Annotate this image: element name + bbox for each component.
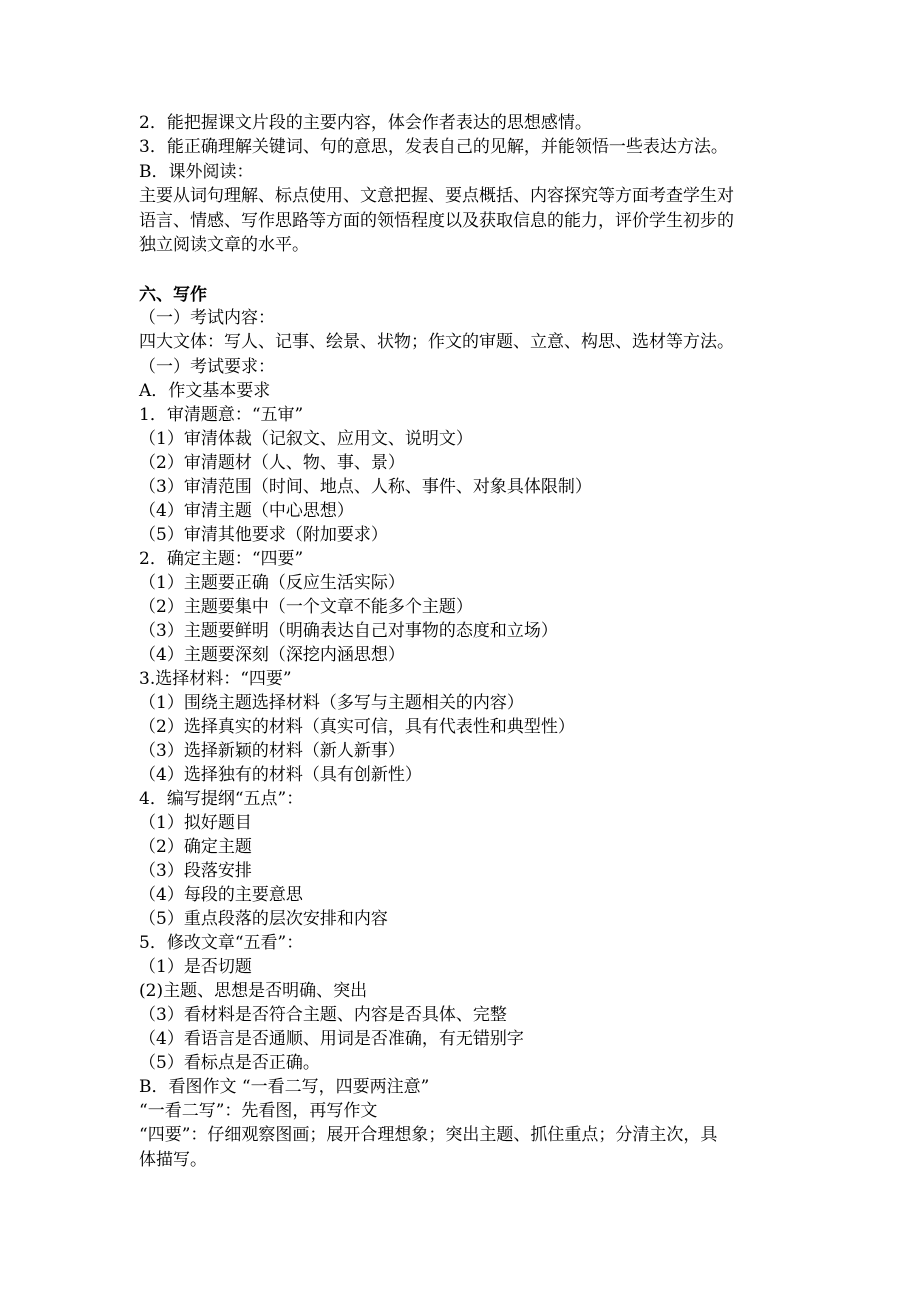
text-line: 2．能把握课文片段的主要内容，体会作者表达的思想感情。 bbox=[139, 113, 592, 133]
text-line: A．作文基本要求 bbox=[139, 381, 271, 401]
text-line: （2）审清题材（人、物、事、景） bbox=[139, 453, 405, 473]
text-line: （1）审清体裁（记叙文、应用文、说明文） bbox=[139, 429, 473, 449]
text-line: 主要从词句理解、标点使用、文意把握、要点概括、内容探究等方面考查学生对 bbox=[139, 186, 734, 206]
text-line: （4）看语言是否通顺、用词是否准确，有无错别字 bbox=[139, 1029, 524, 1049]
text-line: 四大文体：写人、记事、绘景、状物；作文的审题、立意、构思、选材等方法。 bbox=[139, 332, 734, 352]
text-line: （3）选择新颖的材料（新人新事） bbox=[139, 741, 405, 761]
text-line: 体描写。 bbox=[139, 1150, 207, 1170]
text-line: 1．审清题意：“五审” bbox=[139, 405, 304, 425]
text-line: “四要”：仔细观察图画；展开合理想象；突出主题、抓住重点；分清主次，具 bbox=[139, 1125, 718, 1145]
text-line: （1）主题要正确（反应生活实际） bbox=[139, 573, 405, 593]
text-line: （5）看标点是否正确。 bbox=[139, 1053, 320, 1073]
text-line: 3.选择材料：“四要” bbox=[139, 669, 292, 689]
text-line: （1）围绕主题选择材料（多写与主题相关的内容） bbox=[139, 693, 524, 713]
text-line: （3）主题要鲜明（明确表达自己对事物的态度和立场） bbox=[139, 621, 558, 641]
text-line: （一）考试要求： bbox=[139, 357, 275, 377]
text-line: 4．编写提纲“五点”： bbox=[139, 789, 304, 809]
text-line: （3）看材料是否符合主题、内容是否具体、完整 bbox=[139, 1005, 507, 1025]
section-heading: 六、写作 bbox=[139, 285, 207, 305]
text-line: （1）拟好题目 bbox=[139, 813, 252, 833]
text-line: “一看二写”：先看图，再写作文 bbox=[139, 1101, 378, 1121]
text-line: （一）考试内容： bbox=[139, 308, 275, 328]
text-line: （2）选择真实的材料（真实可信，具有代表性和典型性） bbox=[139, 717, 575, 737]
text-line: （3）段落安排 bbox=[139, 861, 252, 881]
text-line: （4）审清主题（中心思想） bbox=[139, 501, 354, 521]
text-line: （4）主题要深刻（深挖内涵思想） bbox=[139, 645, 405, 665]
text-line: （4）每段的主要意思 bbox=[139, 885, 303, 905]
text-line: 5．修改文章“五看”： bbox=[139, 933, 304, 953]
text-line: （5）重点段落的层次安排和内容 bbox=[139, 909, 388, 929]
text-line: （4）选择独有的材料（具有创新性） bbox=[139, 765, 422, 785]
text-line: （2）确定主题 bbox=[139, 837, 252, 857]
text-line: （3）审清范围（时间、地点、人称、事件、对象具体限制） bbox=[139, 477, 592, 497]
text-line: (2)主题、思想是否明确、突出 bbox=[139, 981, 368, 1001]
text-line: （1）是否切题 bbox=[139, 957, 252, 977]
text-line: （2）主题要集中（一个文章不能多个主题） bbox=[139, 597, 473, 617]
text-line: 3．能正确理解关键词、句的意思，发表自己的见解，并能领悟一些表达方法。 bbox=[139, 137, 728, 157]
text-line: B．课外阅读： bbox=[139, 162, 254, 182]
text-line: 独立阅读文章的水平。 bbox=[139, 235, 309, 255]
text-line: B．看图作文 “一看二写，四要两注意” bbox=[139, 1077, 430, 1097]
text-line: 2．确定主题：“四要” bbox=[139, 549, 304, 569]
text-line: 语言、情感、写作思路等方面的领悟程度以及获取信息的能力，评价学生初步的 bbox=[139, 211, 734, 231]
text-line: （5）审清其他要求（附加要求） bbox=[139, 525, 388, 545]
